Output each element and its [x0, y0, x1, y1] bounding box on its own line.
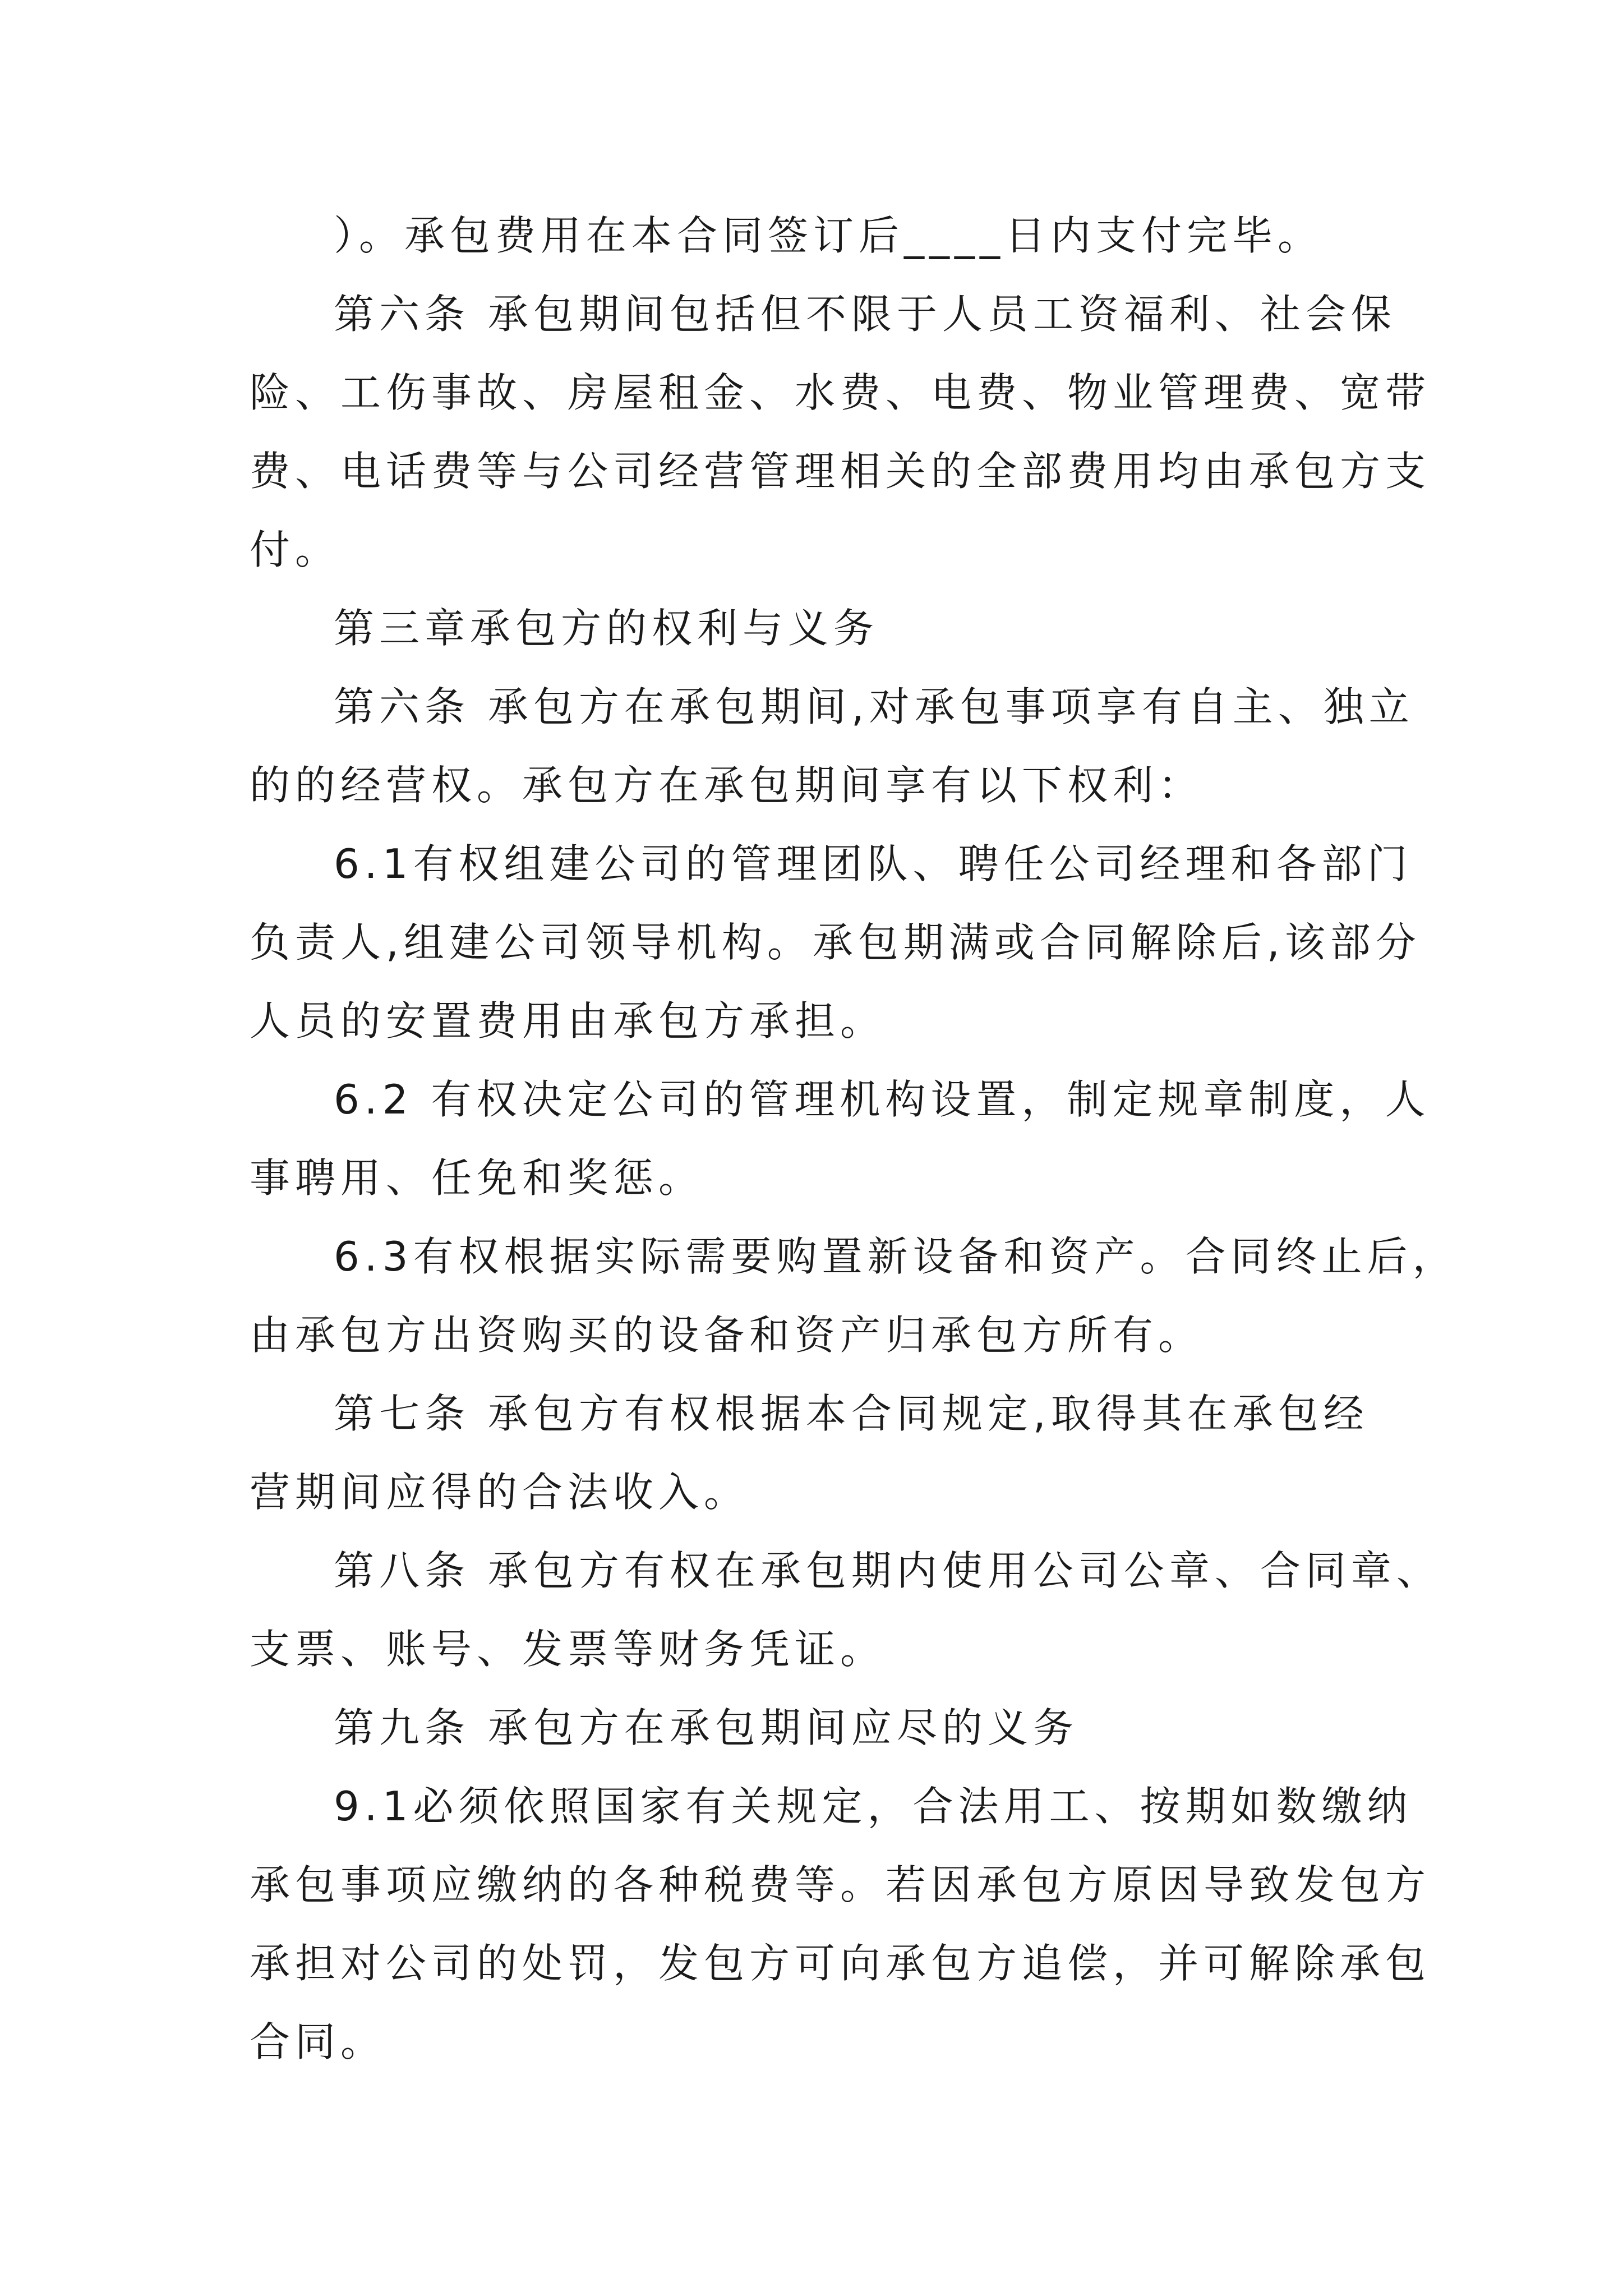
text-line: 第七条 承包方有权根据本合同规定,取得其在承包经 — [334, 1390, 1369, 1437]
text-line: 事聘用、任免和奖惩。 — [250, 1154, 704, 1202]
section-heading: 第三章承包方的权利与义务 — [334, 605, 879, 652]
text-line: 营期间应得的合法收入。 — [250, 1469, 750, 1516]
text-line: 人员的安置费用由承包方承担。 — [250, 997, 886, 1045]
text-line: 9.1必须依照国家有关规定，合法用工、按期如数缴纳 — [334, 1783, 1413, 1830]
text-line: 6.1有权组建公司的管理团队、聘任公司经理和各部门 — [334, 840, 1413, 887]
text-line: 承包事项应缴纳的各种税费等。若因承包方原因导致发包方 — [250, 1861, 1431, 1908]
text-line: 第九条 承包方在承包期间应尽的义务 — [334, 1704, 1078, 1751]
text-line: 第六条 承包方在承包期间,对承包事项享有自主、独立 — [334, 683, 1414, 730]
text-line: 承担对公司的处罚，发包方可向承包方追偿，并可解除承包 — [250, 1940, 1431, 1987]
text-line: 费、电话费等与公司经营管理相关的全部费用均由承包方支 — [250, 448, 1431, 495]
text-line: 付。 — [250, 526, 341, 573]
text-line: 的的经营权。承包方在承包期间享有以下权利： — [250, 762, 1204, 809]
text-line: 第六条 承包期间包括但不限于人员工资福利、社会保 — [334, 291, 1396, 338]
text-line: 合同。 — [250, 2018, 386, 2065]
text-line: 支票、账号、发票等财务凭证。 — [250, 1626, 886, 1673]
text-line: 第八条 承包方有权在承包期内使用公司公章、合同章、 — [334, 1547, 1442, 1594]
text-line: 6.3有权根据实际需要购置新设备和资产。合同终止后， — [334, 1233, 1458, 1280]
text-line: 险、工伤事故、房屋租金、水费、电费、物业管理费、宽带 — [250, 369, 1431, 416]
text-line: 由承包方出资购买的设备和资产归承包方所有。 — [250, 1312, 1204, 1359]
text-line: ）。承包费用在本合同签订后____日内支付完毕。 — [334, 212, 1324, 259]
text-line: 负责人,组建公司领导机构。承包期满或合同解除后,该部分 — [250, 919, 1421, 966]
text-line: 6.2 有权决定公司的管理机构设置，制定规章制度，人 — [334, 1076, 1431, 1123]
